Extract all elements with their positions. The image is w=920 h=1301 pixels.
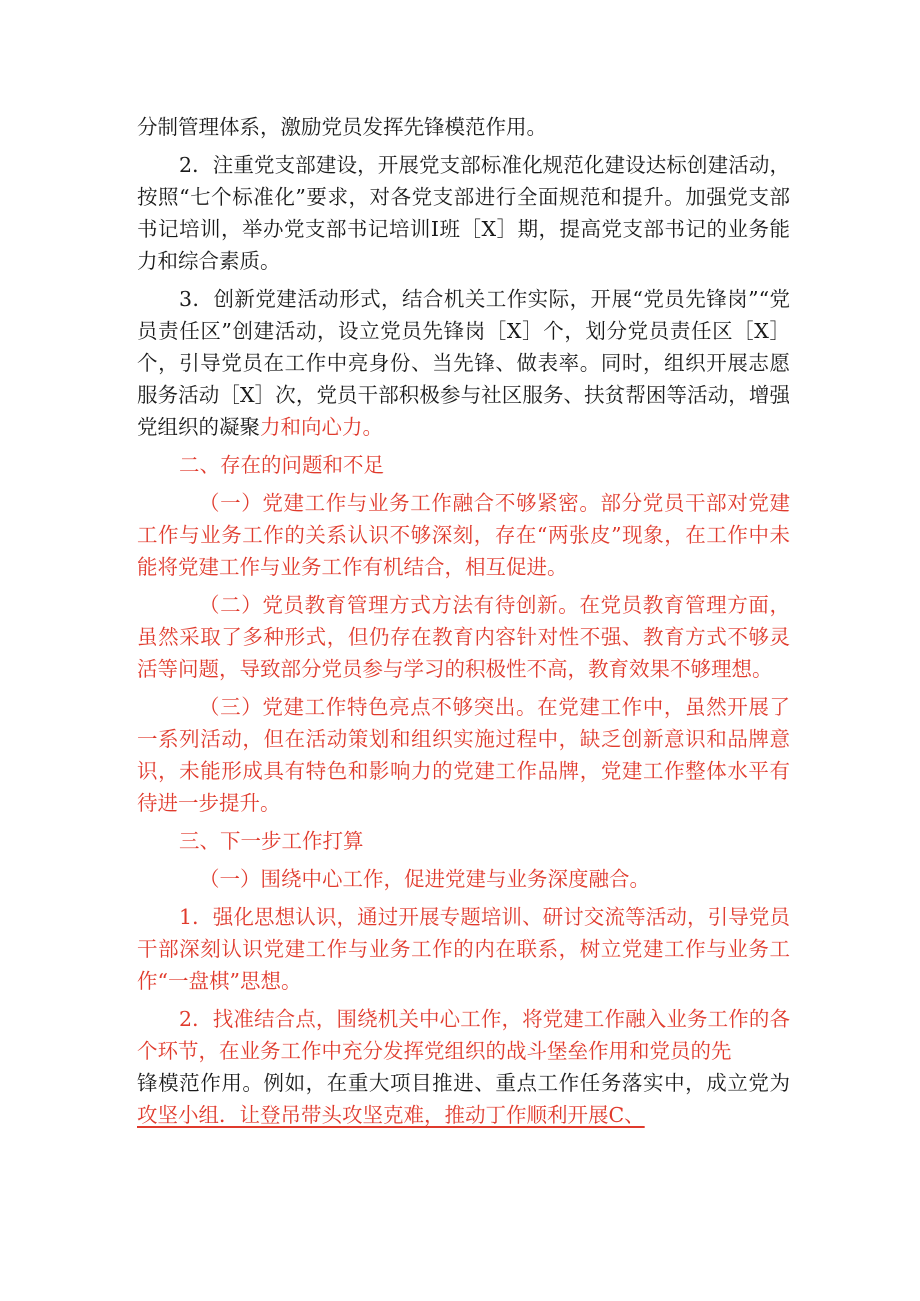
problem-1: （一）党建工作与业务工作融合不够紧密。部分党员干部对党建工作与业务工作的关系认识不够深刻，存在“两张皮”现象，在工作中未能将党建工作与业务工作有机结合，相互促进。 [137,491,790,579]
problem-2: （二）党员教育管理方式方法有待创新。在党员教育管理方面，虽然采取了多种形式，但仍存在教育内容针对性不强、教育方式不够灵活等问题，导致部分党员参与学习的积极性不高，教育效果不够理想。 [137,593,790,681]
next-step-1-item-2-continued [137,1067,790,1131]
paragraph-item-3-red-text: 力和向心力。 [260,415,383,439]
section-heading-problems: 二、存在的问题和不足 [179,453,384,477]
paragraph-item-2: 2．注重党支部建设，开展党支部标准化规范化建设达标创建活动，按照“七个标准化”要求，对各党支部进行全面规范和提升。加强党支部书记培训，举办党支部书记培训I班［X］期，提高党支部书记的业务能力和综合素质。 [137,153,790,273]
next-step-1: （一）围绕中心工作，促进党建与业务深度融合。 [199,867,650,891]
next-step-1-item-2-text: 锋模范作用。例如，在重大项目推进、重点工作任务落实中，成立党为 [137,1071,790,1095]
next-step-1-item-2-underlined: 攻坚小组．让登吊带头攻坚克难，推动丁作顺利开展C、 [137,1103,645,1127]
paragraph-item-3 [137,283,790,443]
paragraph-continuation: 分制管理体系，激励党员发挥先锋模范作用。 [137,115,547,139]
paragraph-item-3-text: 3．创新党建活动形式，结合机关工作实际，开展“党员先锋岗”“党员责任区”创建活动，设立党员先锋岗［X］个，划分党员责任区［X］个，引导党员在工作中亮身份、当先锋、做表率。同时，组织开展志愿服务活动［X］次，党员干部积极参与社区服务、扶贫帮困等活动，增强党组织的凝聚 [137,287,790,439]
section-heading-next-steps: 三、下一步工作打算 [179,829,364,853]
next-step-1-item-1: 1．强化思想认识，通过开展专题培训、研讨交流等活动，引导党员干部深刻认识党建工作与业务工作的内在联系，树立党建工作与业务工作“一盘棋”思想。 [137,905,790,993]
next-step-1-item-2: 2．找准结合点，围绕机关中心工作，将党建工作融入业务工作的各个环节，在业务工作中充分发挥党组织的战斗堡垒作用和党员的先 [137,1007,790,1063]
problem-3: （三）党建工作特色亮点不够突出。在党建工作中，虽然开展了一系列活动，但在活动策划和组织实施过程中，缺乏创新意识和品牌意识，未能形成具有特色和影响力的党建工作品牌，党建工作整体水平有待进一步提升。 [137,695,790,815]
